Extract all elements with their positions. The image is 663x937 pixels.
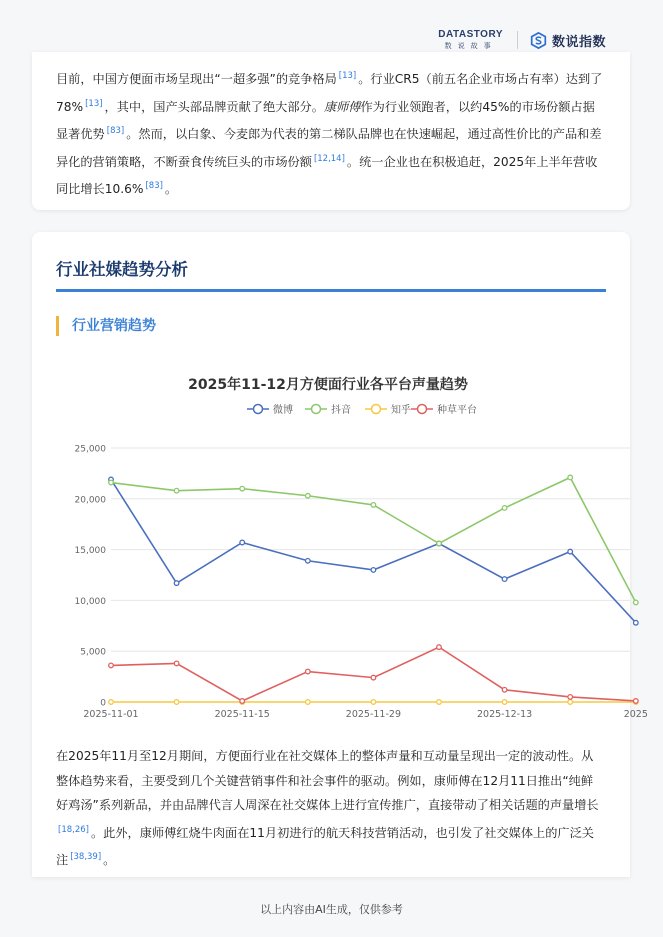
chart-grid [75,445,631,709]
brand-name: 数说指数 [551,34,606,50]
citation-link[interactable]: [12,14] [313,153,345,164]
data-point[interactable] [240,699,245,704]
section-subtitle: 行业营销趋势 [56,316,156,336]
intro-text-2: 。行业CR5（前五名企业市场占有率）达到了78% [56,72,603,114]
data-point[interactable] [174,581,179,586]
data-point[interactable] [568,695,573,700]
data-point[interactable] [502,700,507,705]
series-line [111,647,636,701]
data-point[interactable] [371,503,376,508]
data-point[interactable] [109,663,114,668]
data-point[interactable] [634,620,639,625]
y-tick-label: 0 [100,698,106,709]
analysis-paragraph [56,744,604,873]
y-tick-label: 10,000 [74,596,106,607]
analysis-text-3: 。 [103,853,116,867]
y-tick-label: 20,000 [74,495,106,506]
section-title-underline [56,289,606,292]
intro-paragraph [56,64,604,202]
line-chart [32,358,648,728]
data-point[interactable] [109,700,114,705]
brand-s-icon [530,32,547,49]
chart-x-axis [83,709,648,720]
data-point[interactable] [306,700,311,705]
data-point[interactable] [306,669,311,674]
legend-marker[interactable] [372,405,381,414]
datastory-logo [438,29,503,51]
y-tick-label: 25,000 [74,444,106,455]
citation-link[interactable]: [18,26] [58,824,89,835]
series-line [111,479,636,622]
data-point[interactable] [502,506,507,511]
legend-label[interactable]: 抖音 [331,405,351,416]
x-tick-label: 2025-11-01 [83,709,139,720]
x-tick-label: 2025 [623,709,648,720]
footer-disclaimer: 以上内容由AI生成，仅供参考 [260,903,403,916]
data-point[interactable] [109,480,114,485]
data-point[interactable] [174,488,179,493]
data-point[interactable] [306,558,311,563]
data-point[interactable] [437,645,442,650]
brand-emphasis: 康师傅 [323,99,361,114]
intro-text-8: 。 [164,182,178,196]
data-point[interactable] [634,699,639,704]
intro-text-7: 。统一企业也在积极追赶，2025年上半年营收同比增长10.6% [56,154,598,196]
legend-marker[interactable] [418,405,427,414]
trend-card [32,232,648,877]
data-point[interactable] [371,700,376,705]
data-point[interactable] [634,600,639,605]
datastory-logo-subtext: 数说故事 [444,42,497,50]
intro-text-1: 目前，中国方便面市场呈现出“一超多强”的竞争格局 [56,72,337,86]
series-line [111,477,636,602]
data-point[interactable] [437,541,442,546]
citation-link[interactable]: [13] [85,98,103,109]
legend-label[interactable]: 微博 [273,405,293,416]
y-tick-label: 15,000 [74,546,106,557]
citation-link[interactable]: [83] [106,126,125,136]
x-tick-label: 2025-11-29 [345,709,402,720]
data-point[interactable] [568,549,573,554]
chart-series [109,475,638,704]
data-point[interactable] [371,568,376,573]
analysis-text-2: 。此外，康师傅红烧牛肉面在11月初进行的航天科技营销活动，也引发了社交媒体上的广泛关注 [56,825,594,867]
intro-text-5: 作为行业领跑者，以约45%的市场份额占据显著优势 [56,99,595,141]
brand-logo [530,31,606,50]
y-tick-label: 5,000 [80,647,106,658]
section-title: 行业社媒趋势分析 [56,260,188,279]
data-point[interactable] [437,700,442,705]
data-point[interactable] [371,675,376,680]
datastory-logo-text: DATASTORY [438,29,503,40]
intro-text-3: ，其中，国产头部品牌贡献了绝大部分。 [104,99,324,114]
legend-label[interactable]: 知乎 [391,405,411,416]
citation-link[interactable]: [13] [338,71,357,81]
data-point[interactable] [306,493,311,498]
x-tick-label: 2025-12-13 [476,709,533,720]
header-divider [517,31,518,49]
legend-label[interactable]: 种草平台 [437,405,477,416]
data-point[interactable] [502,577,507,582]
x-tick-label: 2025-11-15 [214,709,270,720]
intro-card [32,52,630,210]
legend-marker[interactable] [312,405,321,414]
data-point[interactable] [174,700,179,705]
analysis-text-1: 在2025年11月至12月期间，方便面行业在社交媒体上的整体声量和互动量呈现出一定的波动性。从整体趋势来看，主要受到几个关键营销事件和社会事件的驱动。例如，康师傅在12月11日推出“纯鲜好鸡汤”系列新品，并由品牌代言人周深在社交媒体上进行宣传推广，直接带动了相关话题的声量增长 [56,749,599,812]
data-point[interactable] [240,486,245,491]
data-point[interactable] [568,475,573,480]
legend-marker[interactable] [254,405,263,414]
data-point[interactable] [568,700,573,705]
intro-text-6: 。然而，以白象、今麦郎为代表的第二梯队品牌也在快速崛起，通过高性价比的产品和差异化的营销策略，不断蚕食传统巨头的市场份额 [56,127,602,169]
data-point[interactable] [174,661,179,666]
citation-link[interactable]: [83] [145,181,163,191]
chart-title: 2025年11-12月方便面行业各平台声量趋势 [188,377,468,393]
chart-legend [247,403,477,416]
data-point[interactable] [502,688,507,693]
citation-link[interactable]: [38,39] [70,852,102,862]
data-point[interactable] [240,540,245,545]
